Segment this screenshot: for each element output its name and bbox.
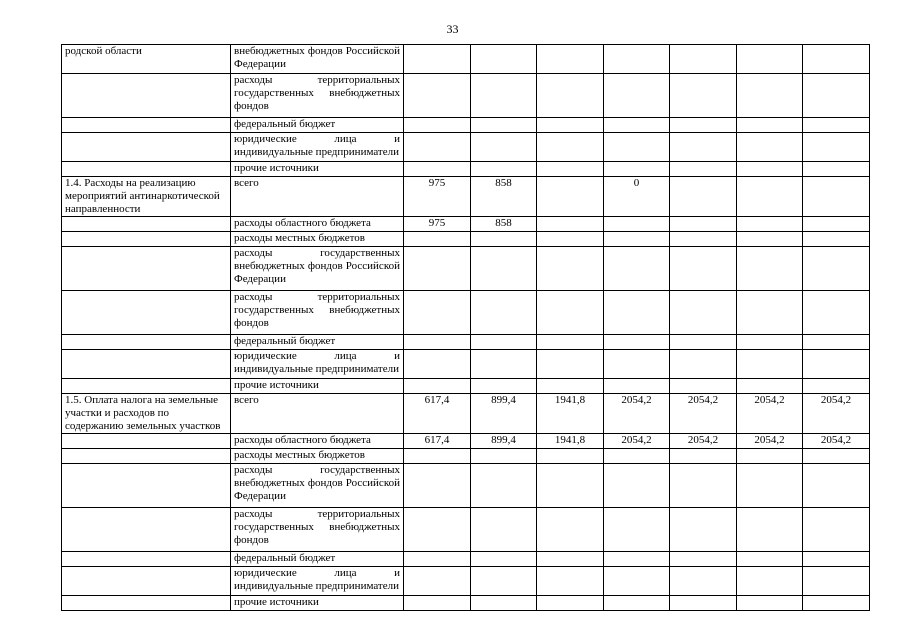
value-cell xyxy=(737,177,803,217)
value-cell xyxy=(737,217,803,232)
value-cell xyxy=(404,335,471,350)
value-cell xyxy=(471,464,537,508)
value-cell xyxy=(670,379,737,394)
funding-source-cell: юридические лица и индивидуальные предприниматели xyxy=(231,133,404,162)
value-cell xyxy=(737,247,803,291)
value-cell xyxy=(737,45,803,74)
value-cell xyxy=(670,162,737,177)
value-cell xyxy=(471,350,537,379)
value-cell xyxy=(803,217,870,232)
value-cell xyxy=(404,74,471,118)
value-cell xyxy=(803,247,870,291)
value-cell xyxy=(670,118,737,133)
page-number: 33 xyxy=(446,22,459,36)
value-cell xyxy=(670,567,737,596)
table-row xyxy=(62,596,870,611)
value-cell xyxy=(737,162,803,177)
value-cell xyxy=(803,464,870,508)
value-cell xyxy=(537,552,604,567)
value-cell xyxy=(537,232,604,247)
value-cell xyxy=(670,232,737,247)
value-cell xyxy=(471,552,537,567)
value-cell xyxy=(737,118,803,133)
value-cell xyxy=(471,45,537,74)
value-cell xyxy=(803,567,870,596)
value-cell xyxy=(404,567,471,596)
value-cell xyxy=(803,162,870,177)
value-cell xyxy=(737,596,803,611)
value-cell xyxy=(803,449,870,464)
measure-title-cell: 1.4. Расходы на реализацию мероприятий антинаркотической направленности xyxy=(62,177,231,217)
value-cell: 2054,2 xyxy=(604,394,670,434)
value-cell xyxy=(404,247,471,291)
measure-title-cell xyxy=(62,552,231,567)
table-row xyxy=(62,434,870,449)
value-cell xyxy=(604,45,670,74)
value-cell xyxy=(737,335,803,350)
value-cell xyxy=(803,133,870,162)
value-cell: 617,4 xyxy=(404,434,471,449)
table-row xyxy=(62,379,870,394)
value-cell xyxy=(803,335,870,350)
value-cell: 2054,2 xyxy=(670,394,737,434)
value-cell xyxy=(670,449,737,464)
measure-title-cell xyxy=(62,335,231,350)
measure-title-cell xyxy=(62,247,231,291)
value-cell xyxy=(737,350,803,379)
value-cell xyxy=(404,552,471,567)
value-cell xyxy=(404,508,471,552)
value-cell xyxy=(737,232,803,247)
value-cell xyxy=(404,350,471,379)
value-cell xyxy=(803,350,870,379)
value-cell xyxy=(471,508,537,552)
value-cell xyxy=(404,118,471,133)
table-row xyxy=(62,217,870,232)
value-cell xyxy=(537,217,604,232)
value-cell xyxy=(537,508,604,552)
table-row xyxy=(62,508,870,552)
value-cell xyxy=(670,335,737,350)
value-cell xyxy=(670,552,737,567)
value-cell xyxy=(604,217,670,232)
value-cell xyxy=(803,74,870,118)
value-cell xyxy=(604,291,670,335)
funding-source-cell: расходы территориальных государственных внебюджетных фондов xyxy=(231,74,404,118)
value-cell xyxy=(471,379,537,394)
value-cell: 858 xyxy=(471,177,537,217)
value-cell xyxy=(604,464,670,508)
value-cell: 899,4 xyxy=(471,434,537,449)
measure-title-cell xyxy=(62,291,231,335)
value-cell xyxy=(803,232,870,247)
value-cell xyxy=(737,133,803,162)
funding-source-cell: расходы местных бюджетов xyxy=(231,232,404,247)
funding-source-cell: расходы территориальных государственных внебюджетных фондов xyxy=(231,291,404,335)
table-row xyxy=(62,394,870,434)
value-cell xyxy=(604,508,670,552)
funding-source-cell: расходы местных бюджетов xyxy=(231,449,404,464)
value-cell xyxy=(670,133,737,162)
value-cell xyxy=(670,217,737,232)
value-cell xyxy=(537,350,604,379)
value-cell xyxy=(737,74,803,118)
value-cell xyxy=(737,291,803,335)
value-cell: 975 xyxy=(404,217,471,232)
value-cell xyxy=(537,449,604,464)
value-cell xyxy=(471,232,537,247)
value-cell xyxy=(471,247,537,291)
value-cell xyxy=(404,449,471,464)
table-row xyxy=(62,449,870,464)
value-cell xyxy=(537,464,604,508)
value-cell xyxy=(604,552,670,567)
value-cell xyxy=(537,177,604,217)
measure-title-cell xyxy=(62,162,231,177)
value-cell: 2054,2 xyxy=(604,434,670,449)
value-cell xyxy=(537,335,604,350)
value-cell xyxy=(737,379,803,394)
value-cell xyxy=(471,567,537,596)
funding-source-cell: внебюджетных фондов Российской Федерации xyxy=(231,45,404,74)
funding-source-cell: прочие источники xyxy=(231,162,404,177)
value-cell xyxy=(537,74,604,118)
value-cell xyxy=(471,335,537,350)
value-cell xyxy=(670,74,737,118)
value-cell xyxy=(471,118,537,133)
table-row xyxy=(62,335,870,350)
value-cell xyxy=(404,133,471,162)
value-cell xyxy=(471,596,537,611)
funding-source-cell: расходы областного бюджета xyxy=(231,434,404,449)
table-row xyxy=(62,118,870,133)
table-row xyxy=(62,464,870,508)
value-cell: 2054,2 xyxy=(803,434,870,449)
value-cell: 1941,8 xyxy=(537,394,604,434)
measure-title-cell xyxy=(62,449,231,464)
table-row xyxy=(62,133,870,162)
value-cell xyxy=(604,567,670,596)
funding-source-cell: расходы территориальных государственных внебюджетных фондов xyxy=(231,508,404,552)
value-cell xyxy=(537,379,604,394)
value-cell xyxy=(537,162,604,177)
value-cell xyxy=(537,247,604,291)
value-cell: 2054,2 xyxy=(737,434,803,449)
value-cell xyxy=(404,596,471,611)
value-cell: 1941,8 xyxy=(537,434,604,449)
value-cell xyxy=(404,291,471,335)
value-cell xyxy=(604,118,670,133)
value-cell xyxy=(537,567,604,596)
funding-source-cell: прочие источники xyxy=(231,596,404,611)
value-cell xyxy=(604,232,670,247)
funding-source-cell: расходы областного бюджета xyxy=(231,217,404,232)
value-cell xyxy=(537,291,604,335)
value-cell xyxy=(803,379,870,394)
table-row xyxy=(62,291,870,335)
funding-source-cell: юридические лица и индивидуальные предприниматели xyxy=(231,567,404,596)
value-cell xyxy=(471,162,537,177)
value-cell xyxy=(670,291,737,335)
table-row xyxy=(62,45,870,74)
value-cell xyxy=(471,133,537,162)
value-cell: 617,4 xyxy=(404,394,471,434)
value-cell xyxy=(537,596,604,611)
value-cell xyxy=(604,74,670,118)
value-cell xyxy=(471,74,537,118)
measure-title-cell: 1.5. Оплата налога на земельные участки и расходов по содержанию земельных участков xyxy=(62,394,231,434)
funding-source-cell: расходы государственных внебюджетных фондов Российской Федерации xyxy=(231,464,404,508)
measure-title-cell xyxy=(62,464,231,508)
value-cell xyxy=(737,552,803,567)
value-cell xyxy=(737,464,803,508)
value-cell xyxy=(670,177,737,217)
measure-title-cell xyxy=(62,596,231,611)
value-cell: 975 xyxy=(404,177,471,217)
measure-title-cell xyxy=(62,434,231,449)
table-row xyxy=(62,74,870,118)
value-cell xyxy=(471,291,537,335)
value-cell xyxy=(803,118,870,133)
measure-title-cell xyxy=(62,508,231,552)
value-cell xyxy=(404,464,471,508)
measure-title-cell xyxy=(62,118,231,133)
value-cell xyxy=(737,508,803,552)
funding-source-cell: всего xyxy=(231,177,404,217)
budget-table xyxy=(61,44,870,611)
value-cell xyxy=(604,335,670,350)
value-cell xyxy=(404,162,471,177)
measure-title-cell: родской области xyxy=(62,45,231,74)
value-cell: 899,4 xyxy=(471,394,537,434)
value-cell xyxy=(803,508,870,552)
value-cell xyxy=(604,162,670,177)
table-row xyxy=(62,350,870,379)
value-cell: 858 xyxy=(471,217,537,232)
table-row xyxy=(62,552,870,567)
value-cell xyxy=(670,247,737,291)
value-cell xyxy=(604,596,670,611)
funding-source-cell: юридические лица и индивидуальные предприниматели xyxy=(231,350,404,379)
value-cell xyxy=(604,379,670,394)
value-cell xyxy=(670,45,737,74)
value-cell xyxy=(737,449,803,464)
value-cell xyxy=(803,45,870,74)
table-row xyxy=(62,162,870,177)
value-cell xyxy=(537,133,604,162)
value-cell xyxy=(404,379,471,394)
funding-source-cell: федеральный бюджет xyxy=(231,552,404,567)
funding-source-cell: федеральный бюджет xyxy=(231,335,404,350)
funding-source-cell: всего xyxy=(231,394,404,434)
value-cell xyxy=(404,45,471,74)
value-cell xyxy=(604,350,670,379)
funding-source-cell: расходы государственных внебюджетных фондов Российской Федерации xyxy=(231,247,404,291)
table-row xyxy=(62,247,870,291)
value-cell xyxy=(537,45,604,74)
table-row xyxy=(62,232,870,247)
value-cell xyxy=(404,232,471,247)
funding-source-cell: федеральный бюджет xyxy=(231,118,404,133)
value-cell: 2054,2 xyxy=(737,394,803,434)
value-cell xyxy=(737,567,803,596)
measure-title-cell xyxy=(62,133,231,162)
measure-title-cell xyxy=(62,350,231,379)
measure-title-cell xyxy=(62,567,231,596)
value-cell xyxy=(670,350,737,379)
value-cell: 2054,2 xyxy=(670,434,737,449)
value-cell xyxy=(670,596,737,611)
table-row xyxy=(62,177,870,217)
value-cell xyxy=(604,247,670,291)
measure-title-cell xyxy=(62,74,231,118)
table-row xyxy=(62,567,870,596)
value-cell: 2054,2 xyxy=(803,394,870,434)
value-cell xyxy=(803,596,870,611)
value-cell xyxy=(670,464,737,508)
measure-title-cell xyxy=(62,379,231,394)
funding-source-cell: прочие источники xyxy=(231,379,404,394)
value-cell xyxy=(803,552,870,567)
value-cell xyxy=(471,449,537,464)
value-cell xyxy=(537,118,604,133)
value-cell xyxy=(803,177,870,217)
measure-title-cell xyxy=(62,217,231,232)
measure-title-cell xyxy=(62,232,231,247)
value-cell xyxy=(604,449,670,464)
value-cell xyxy=(803,291,870,335)
value-cell xyxy=(604,133,670,162)
value-cell: 0 xyxy=(604,177,670,217)
value-cell xyxy=(670,508,737,552)
